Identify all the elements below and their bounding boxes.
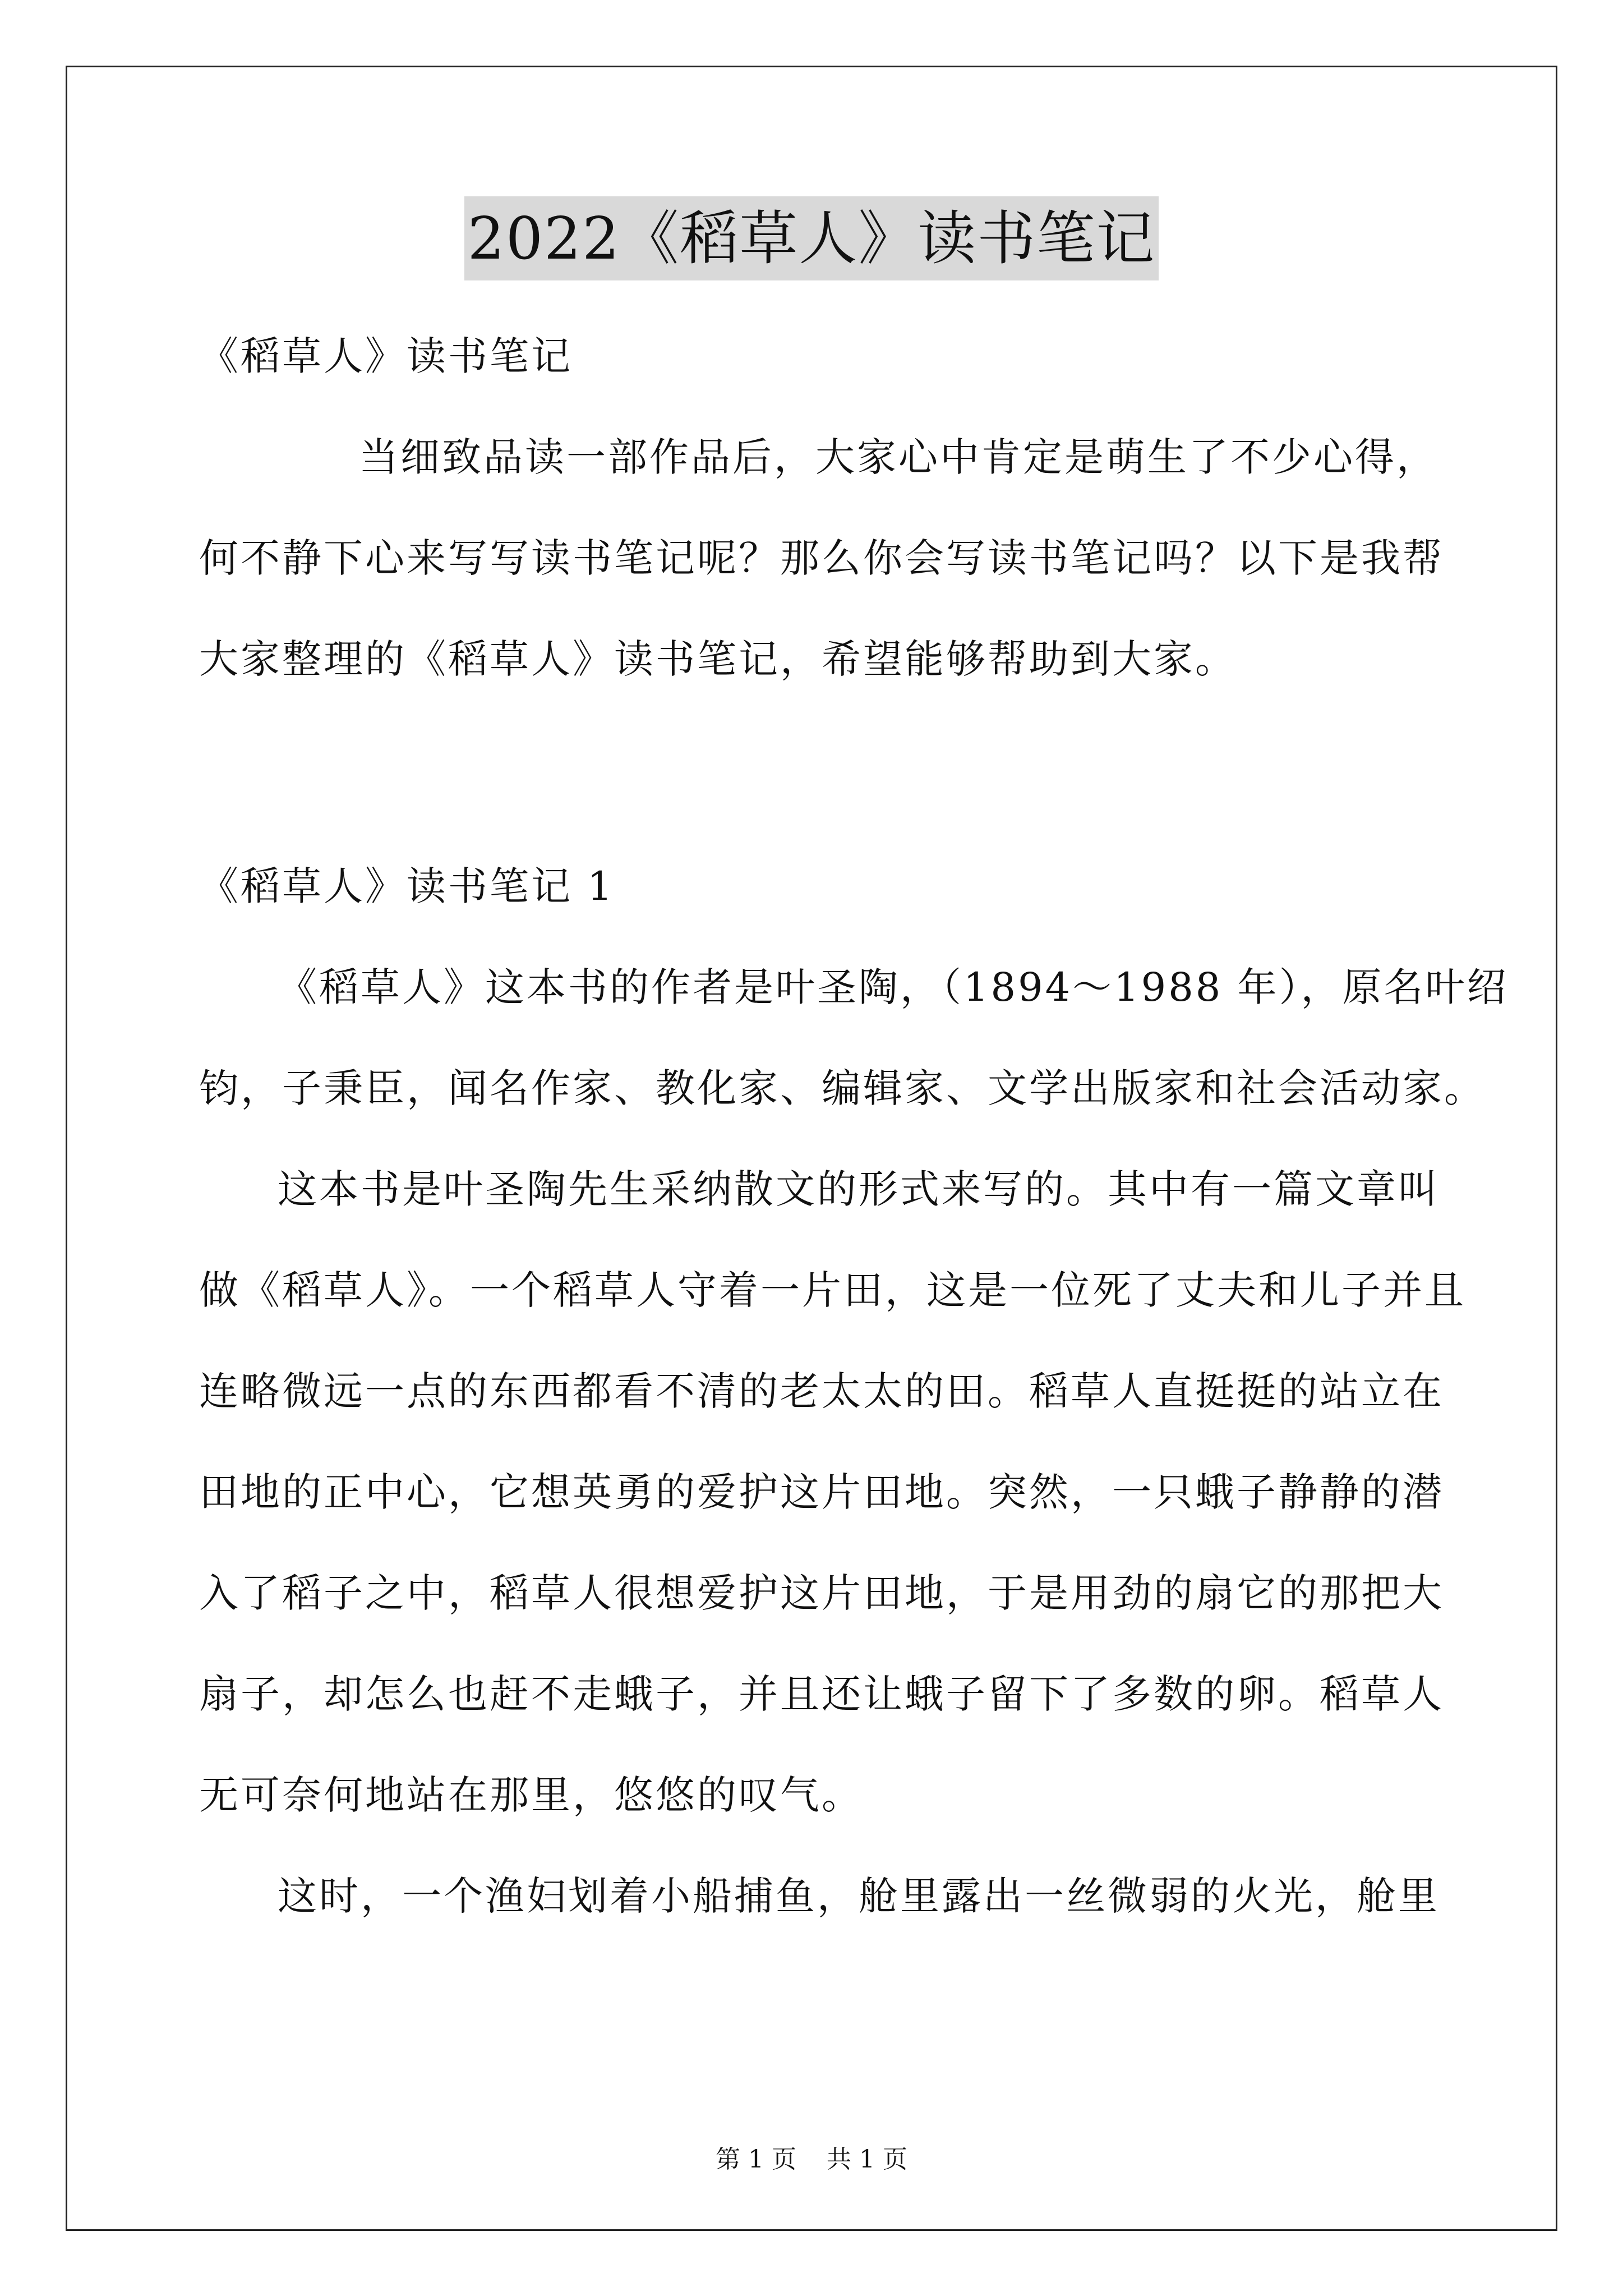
intro-line-2: 何不静下心来写写读书笔记呢？那么你会写读书笔记吗？以下是我帮	[199, 535, 1444, 581]
body-line-9: 无可奈何地站在那里，悠悠的叹气。	[199, 1772, 863, 1818]
page-total: 共 1 页	[827, 2145, 907, 2174]
body-line-2: 钧，子秉臣，闻名作家、教化家、编辑家、文学出版家和社会活动家。	[199, 1065, 1486, 1111]
subtitle-line: 《稻草人》读书笔记	[199, 333, 573, 379]
page-footer	[0, 2143, 1623, 2177]
body-line-5: 连略微远一点的东西都看不清的老太太的田。稻草人直挺挺的站立在	[199, 1368, 1444, 1414]
body-line-4: 做《稻草人》。一个稻草人守着一片田，这是一位死了丈夫和儿子并且	[199, 1267, 1466, 1313]
body-line-6: 田地的正中心，它想英勇的爱护这片田地。突然，一只蛾子静静的潜	[199, 1469, 1444, 1515]
document-title: 2022《稻草人》读书笔记	[464, 196, 1159, 280]
page-number: 第 1 页	[716, 2145, 796, 2174]
body-line-10: 这时，一个渔妇划着小船捕鱼，舱里露出一丝微弱的火光，舱里	[278, 1873, 1440, 1919]
section-heading: 《稻草人》读书笔记 1	[199, 863, 615, 909]
body-line-8: 扇子，却怎么也赶不走蛾子，并且还让蛾子留下了多数的卵。稻草人	[199, 1671, 1444, 1717]
title-container	[0, 196, 1623, 280]
body-line-3: 这本书是叶圣陶先生采纳散文的形式来写的。其中有一篇文章叫	[278, 1166, 1440, 1212]
body-line-7: 入了稻子之中，稻草人很想爱护这片田地，于是用劲的扇它的那把大	[199, 1570, 1444, 1616]
intro-line-3: 大家整理的《稻草人》读书笔记，希望能够帮助到大家。	[199, 636, 1237, 682]
intro-line-1: 当细致品读一部作品后，大家心中肯定是萌生了不少心得，	[359, 434, 1438, 480]
body-line-1: 《稻草人》这本书的作者是叶圣陶，（1894～1988 年），原名叶绍	[278, 964, 1509, 1010]
